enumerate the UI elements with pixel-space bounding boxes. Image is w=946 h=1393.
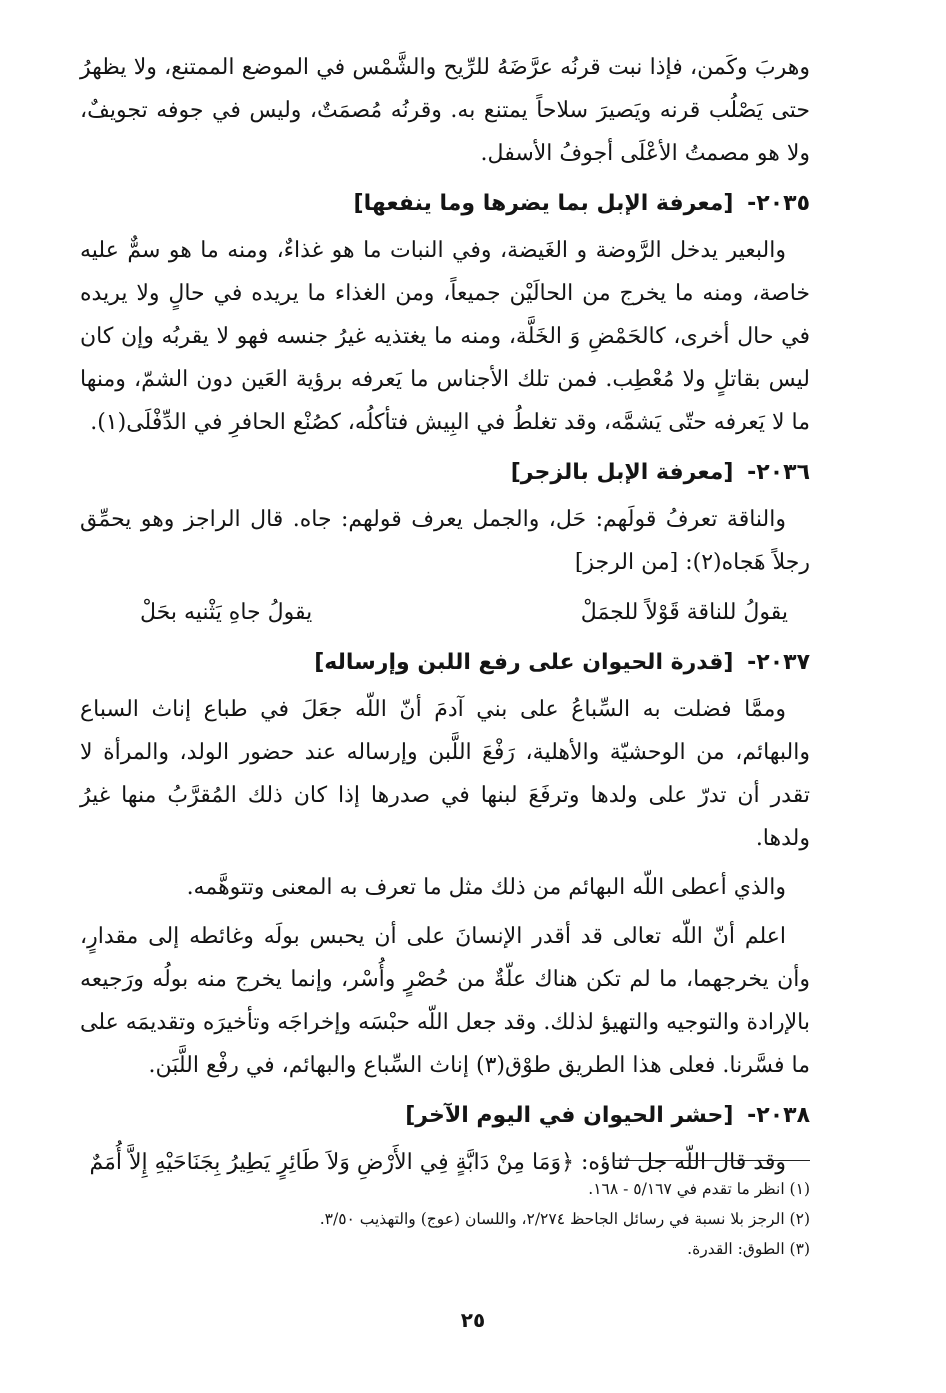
paragraph-2037-c: اعلم أنّ اللّه تعالى قد أقدر الإنسانَ على أن يحبس بولَه وغائطه إلى مقدارٍ، وأن يخرجهما، ما لم تكن هناك علّةٌ من حُصْرٍ وأُسْر، وإنما يخرج منه بولُه ورَجيعه بالإرادة والتوجيه والتهيؤ لذلك. وقد جعل اللّه حبْسَه وإخراجَه وتأخيرَه وتقديمَه على ما فسَّرنا. فعلى هذا الطريق طوْق(٣) إناث السِّباع والبهائم، في رفْع اللَّبَن.	[80, 924, 810, 1078]
footnote-2: (٢) الرجز بلا نسبة في رسائل الجاحظ ٢/٢٧٤، واللسان (عوج) والتهذيب ٣/٥٠.	[319, 1210, 810, 1228]
section-number: ٢٠٣٥-	[747, 191, 810, 216]
section-title: [معرفة الإبل بالزجر]	[510, 460, 734, 485]
paragraph-2037-a: وممَّا فضلت به السِّباعُ على بني آدمَ أنّ اللّه جعَلَ في طباع إناث السباع والبهائم، من الوحشيّة والأهلية، رَفْعَ اللَّبن وإرساله عند حضور الولد، والمرأة لا تقدر أن تدرّ على ولدها وترفَعَ لبنها في صدرها إذا كان ذلك المُقرَّبُ منها غيرُ ولدها.	[80, 697, 811, 851]
footnotes	[80, 1174, 810, 1264]
verse-first-hemistich: يقولُ للناقة قَوْلاً للجمَلْ	[580, 600, 788, 625]
section-title: [حشر الحيوان في اليوم الآخر]	[405, 1103, 734, 1128]
footnote-1: (١) انظر ما تقدم في ٥/١٦٧ - ١٦٨.	[588, 1180, 810, 1198]
section-number: ٢٠٣٦-	[747, 460, 810, 485]
verse-second-hemistich: يقولُ جاهِ يَثْنيه بحَلْ	[140, 600, 313, 625]
page-number: ٢٥	[460, 1308, 486, 1332]
section-heading-2036	[80, 450, 810, 496]
footnote-3: (٣) الطوق: القدرة.	[687, 1240, 810, 1258]
paragraph-2036: والناقة تعرفُ قولَهم: حَل، والجمل يعرف قولهم: جاه. قال الراجز وهو يحمِّق رجلاً هَجاه(٢): [من الرجز]	[80, 507, 810, 575]
section-heading-2037	[80, 640, 810, 686]
section-number: ٢٠٣٨-	[747, 1103, 810, 1128]
poem-verse	[80, 590, 810, 636]
main-text	[80, 46, 810, 1190]
paragraph-2037-b: والذي أعطى اللّه البهائم من ذلك مثل ما تعرف به المعنى وتتوهَّمه.	[186, 875, 786, 900]
section-title: [معرفة الإبل بما يضرها وما ينفعها]	[353, 191, 734, 216]
section-heading-2035	[80, 181, 810, 227]
paragraph-2038: وقد قال اللّه جل ثناؤه: ﴿وَمَا مِنْ دَابَّةٍ فِي الأَرْضِ وَلاَ طَائِرٍ يَطِيرُ بِجَنَاحَيْهِ إِلاَّ أُمَمٌ	[89, 1150, 786, 1175]
section-number: ٢٠٣٧-	[747, 650, 810, 675]
section-title: [قدرة الحيوان على رفع اللبن وإرساله]	[314, 650, 734, 675]
section-heading-2038	[80, 1093, 810, 1139]
paragraph-intro: وهربَ وكَمن، فإذا نبت قرنُه عرَّضَهُ للرِّيح والشَّمْس في الموضع الممتنع، ولا يظهرُ حتى يَصْلُب قرنه ويَصيرَ سلاحاً يمتنع به. وقرنُه مُصمَتٌ، وليس في جوفه تجويفٌ، ولا هو مصمتُ الأعْلَى أجوفُ الأسفل.	[80, 55, 810, 166]
paragraph-2035: والبعير يدخل الرَّوضة و الغَيضة، وفي النبات ما هو غذاءٌ، ومنه ما هو سمٌّ عليه خاصة، ومنه ما يخرج من الحالَيْن جميعاً، ومن الغذاء ما يريده في حالٍ ولا يريده في حال أخرى، كالحَمْضِ وَ الخَلَّة، ومنه ما يغتذيه غيرُ جنسه فهو لا يقربُه وإن كان ليس بقاتلٍ ولا مُعْطِب. فمن تلك الأجناس ما يَعرفه برؤية العَين دون الشمّ، ومنها ما لا يَعرفه حتّى يَشمَّه، وقد تغلطُ في البِيش فتأكلُه، كصُنْع الحافرِ في الدِّفْلَى(١).	[80, 238, 810, 435]
footnote-divider	[615, 1160, 810, 1161]
